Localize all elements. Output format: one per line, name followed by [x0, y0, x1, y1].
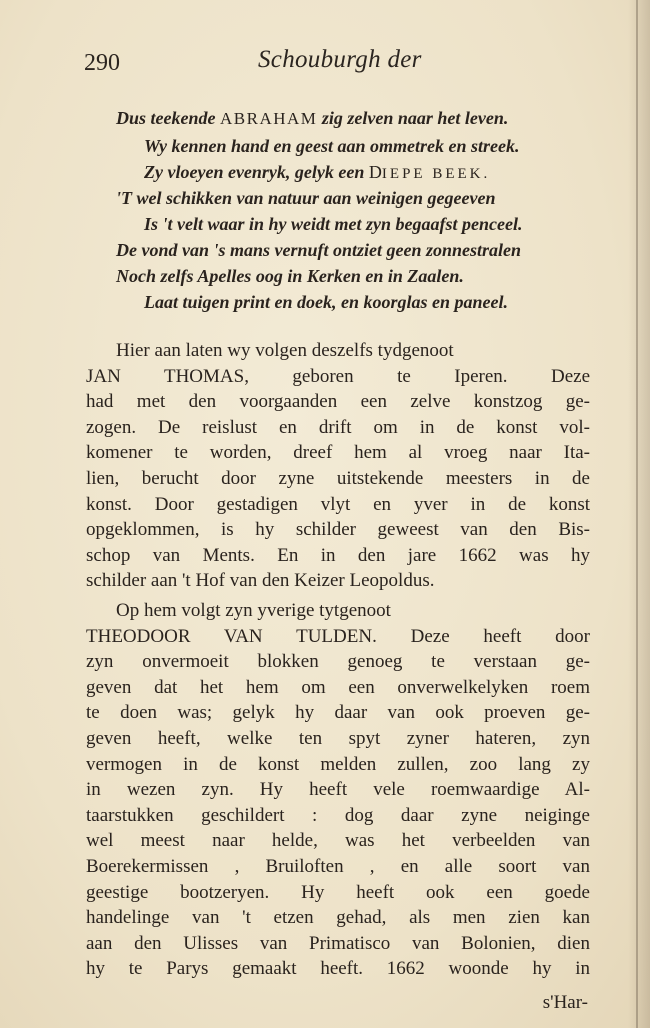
text-line: komener te worden, dreef hem al vroeg naar Ita-	[86, 442, 590, 464]
text-line: handelinge van 't etzen gehad, als men zien kan	[86, 907, 590, 929]
text-line: aan den Ulisses van Primatisco van Bolonien, dien	[86, 932, 590, 954]
text-line: in wezen zyn. Hy heeft vele roemwaardige Al-	[86, 779, 590, 801]
text-line: had met den voorgaanden een zelve konstzog ge-	[86, 391, 590, 413]
poem-line-segment: Zy vloeyen evenryk, gelyk een	[144, 162, 369, 182]
poem-line	[116, 266, 464, 287]
poem-line-segment: D	[368, 162, 382, 182]
poem-line-segment: Noch zelfs Apelles oog in Kerken en in Zaalen.	[116, 266, 464, 286]
poem-line-segment: 'T wel schikken van natuur aan weinigen gegeeven	[116, 188, 496, 208]
poem-line-segment: Laat tuigen print en doek, en koorglas en paneel.	[144, 292, 509, 312]
text-line: konst. Door gestadigen vlyt en yver in de konst	[86, 493, 590, 515]
poem-line	[116, 108, 508, 129]
poem-line-segment: Is 't velt waar in hy weidt met zyn begaafst penceel.	[144, 214, 523, 234]
text-line: opgeklommen, is hy schilder geweest van den Bis-	[86, 519, 590, 541]
catchword: s'Har-	[542, 992, 588, 1013]
page-number: 290	[84, 50, 120, 76]
text-line: schop van Ments. En in den jare 1662 was hy	[86, 544, 590, 566]
text-line: te doen was; gelyk hy daar van ook proeven ge-	[86, 702, 590, 724]
text-line: geven dat het hem om een onverwelkelyken roem	[86, 676, 590, 698]
text-line: Hier aan laten wy volgen deszelfs tydgenoot	[116, 340, 454, 361]
page-header	[0, 46, 650, 86]
poem-line	[144, 162, 490, 183]
text-line: geestige bootzeryen. Hy heeft ook een goede	[86, 881, 590, 903]
text-line: THEODOOR VAN TULDEN. Deze heeft door	[86, 625, 590, 647]
text-line: Op hem volgt zyn yverige tytgenoot	[116, 600, 391, 621]
page-edge-shadow	[628, 0, 650, 1028]
poem-line	[144, 292, 508, 313]
poem-line	[144, 136, 520, 157]
text-line: lien, berucht door zyne uitstekende meesters in de	[86, 468, 590, 489]
text-line: zyn onvermoeit blokken genoeg te verstaan ge-	[86, 651, 590, 673]
text-line: Boerekermissen , Bruiloften , en alle soort van	[86, 856, 590, 877]
poem-line-segment: De vond van 's mans vernuft ontziet geen zonnestralen	[116, 240, 522, 260]
poem-line-segment: IEPE BEEK.	[381, 166, 491, 182]
poem-line-segment: ABRAHAM	[219, 109, 318, 128]
text-line: geven heeft, welke ten spyt zyner hateren, zyn	[86, 728, 590, 749]
poem-line	[144, 214, 522, 235]
page-edge-line	[636, 0, 638, 1028]
text-line: wel meest naar helde, was het verbeelden van	[86, 830, 590, 852]
poem-line-segment: Wy kennen hand en geest aan ommetrek en streek.	[144, 136, 520, 156]
poem-line	[116, 188, 496, 209]
text-line: JAN THOMAS, geboren te Iperen. Deze	[86, 365, 590, 387]
text-line: zogen. De reislust en drift om in de konst vol-	[86, 416, 590, 438]
running-head: Schouburgh der	[258, 46, 422, 73]
poem-line	[116, 240, 521, 261]
poem-line-segment: zig zelven naar het leven.	[317, 108, 509, 128]
text-line: schilder aan 't Hof van den Keizer Leopoldus.	[86, 570, 435, 592]
text-line: hy te Parys gemaakt heeft. 1662 woonde hy in	[86, 958, 590, 980]
poem-line-segment: Dus teekende	[116, 108, 220, 128]
text-line: taarstukken geschildert : dog daar zyne neiginge	[86, 804, 590, 826]
text-line: vermogen in de konst melden zullen, zoo lang zy	[86, 753, 590, 775]
